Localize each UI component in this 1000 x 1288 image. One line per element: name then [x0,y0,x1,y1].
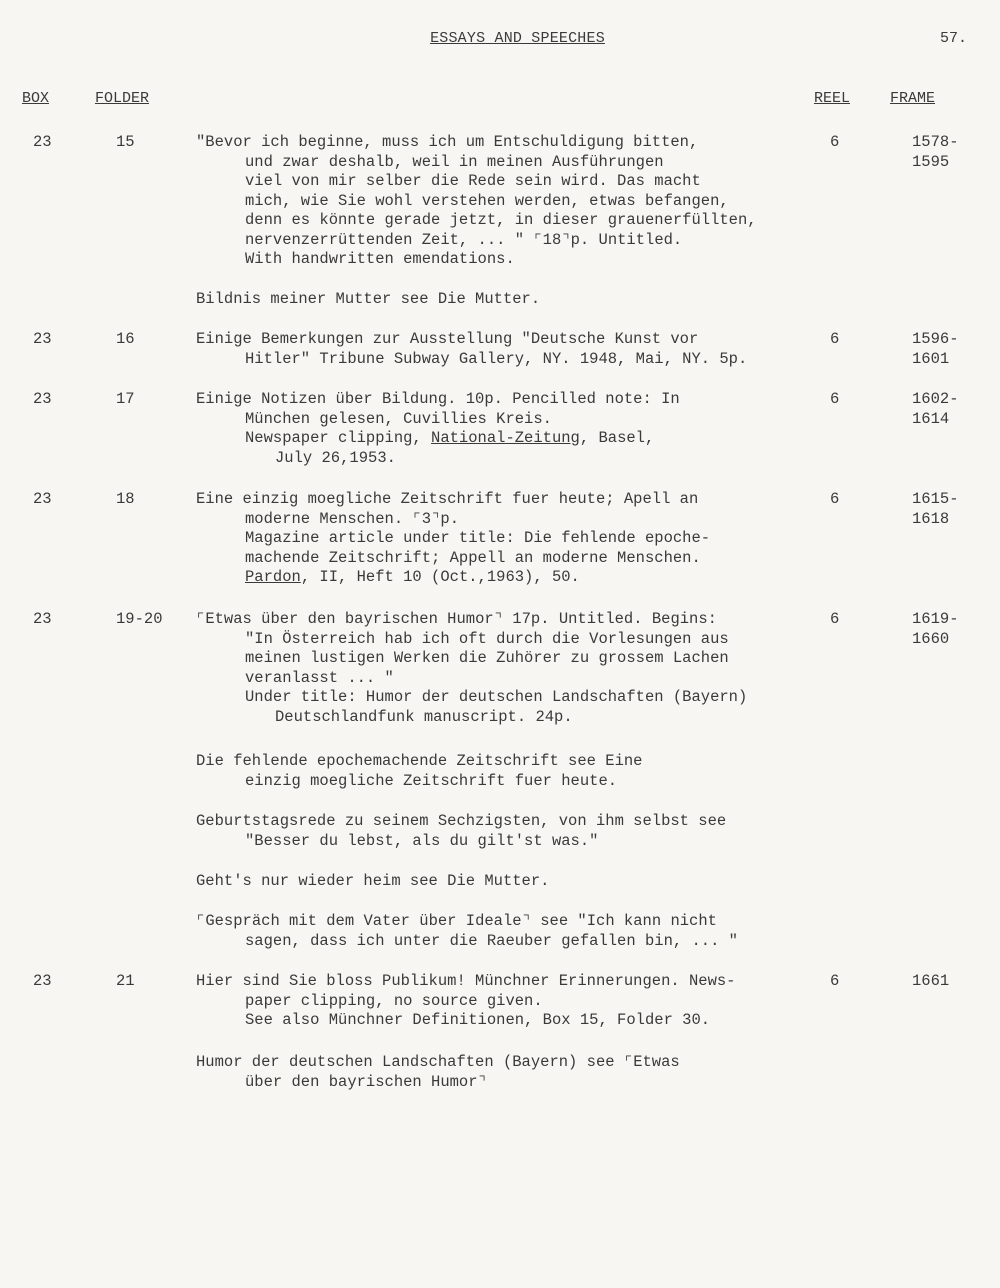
folder-number: 19-20 [116,610,163,628]
box-number: 23 [33,390,52,408]
frame-range [912,490,982,529]
page-number: 57. [940,30,968,47]
column-header-reel: REEL [814,90,851,107]
entry-line: Deutschlandfunk manuscript. 24p. [275,707,573,726]
entry-description [196,330,796,369]
folder-number: 18 [116,490,135,508]
entry-text: Newspaper clipping, [245,429,432,447]
entry-line: Geburtstagsrede zu seinem Sechzigsten, von ihm selbst see [196,812,727,830]
column-header-folder: FOLDER [95,90,150,107]
newspaper-title: National-Zeitung [431,429,580,447]
entry-text: , II, Heft 10 (Oct.,1963), 50. [300,568,580,586]
entry-description [196,490,796,588]
entry-line: Die fehlende epochemachende Zeitschrift see Eine [196,752,643,770]
entry-line: über den bayrischen Humor⌝ [245,1072,487,1091]
entry-line: July 26,1953. [275,448,396,467]
magazine-title: Pardon [245,568,301,586]
entry-line: Bildnis meiner Mutter see Die Mutter. [196,290,541,308]
frame-end: 1618 [912,509,950,528]
entry-line: paper clipping, no source given. [245,991,543,1010]
reel-number: 6 [830,490,840,508]
entry-description [196,390,796,468]
entry-line: denn es könnte gerade jetzt, in dieser grauenerfüllten, [245,211,757,229]
box-number: 23 [33,133,52,151]
entry-line: sagen, dass ich unter die Raeuber gefallen bin, ... " [245,931,738,950]
entry-line: viel von mir selber die Rede sein wird. Das macht [245,172,701,190]
frame-range [912,610,982,649]
frame-start: 1578- [912,133,959,151]
entry-line: Under title: Humor der deutschen Landschaften (Bayern) [245,688,748,706]
entry-line: München gelesen, Cuvillies Kreis. [245,409,552,428]
folder-number: 15 [116,133,135,151]
entry-line: moderne Menschen. ⌜3⌝p. [245,509,459,528]
entry-line: machende Zeitschrift; Appell an moderne Menschen. [245,548,701,567]
entry-line: meinen lustigen Werken die Zuhörer zu grossem Lachen [245,649,729,667]
page-title: ESSAYS AND SPEECHES [430,30,605,47]
entry-line: mich, wie Sie wohl verstehen werden, etwas befangen, [245,191,729,210]
entry-line: Humor der deutschen Landschaften (Bayern) see ⌜Etwas [196,1053,680,1071]
box-number: 23 [33,972,52,990]
entry-line: "Bevor ich beginne, muss ich um Entschuldigung bitten, [196,133,699,151]
frame-range [912,390,982,429]
box-number: 23 [33,330,52,348]
entry-line: See also Münchner Definitionen, Box 15, Folder 30. [245,1011,711,1029]
entry-description [196,972,796,1031]
entry-line: veranlasst ... " [245,668,394,687]
entry-line: ⌜Etwas über den bayrischen Humor⌝ 17p. Untitled. Begins: [196,610,717,628]
folder-number: 17 [116,390,135,408]
reel-number: 6 [830,133,840,151]
entry-description [196,133,796,270]
frame-range [912,972,982,992]
entry-line: "In Österreich hab ich oft durch die Vorlesungen aus [245,629,729,648]
entry-line: nervenzerrüttenden Zeit, ... " ⌜18⌝p. Untitled. [245,230,683,249]
entry-line: Hier sind Sie bloss Publikum! Münchner Erinnerungen. News- [196,972,736,990]
folder-number: 21 [116,972,135,990]
reel-number: 6 [830,390,840,408]
frame-end: 1595 [912,152,950,171]
frame-range [912,330,982,369]
entry-line: Magazine article under title: Die fehlende epoche- [245,529,711,547]
reel-number: 6 [830,610,840,628]
reel-number: 6 [830,330,840,348]
entry-line: Einige Bemerkungen zur Ausstellung "Deutsche Kunst vor [196,330,699,348]
entry-line [196,429,796,449]
entry-line: Geht's nur wieder heim see Die Mutter. [196,872,550,890]
entry-description [196,610,796,727]
entry-line: und zwar deshalb, weil in meinen Ausführungen [245,152,664,171]
frame-start: 1602- [912,390,959,408]
entry-line: With handwritten emendations. [245,250,515,268]
box-number: 23 [33,490,52,508]
box-number: 23 [33,610,52,628]
frame-start: 1661 [912,972,950,990]
entry-line: Hitler" Tribune Subway Gallery, NY. 1948, Mai, NY. 5p. [245,349,748,368]
folder-number: 16 [116,330,135,348]
frame-end: 1660 [912,629,950,648]
entry-line: ⌜Gespräch mit dem Vater über Ideale⌝ see "Ich kann nicht [196,912,717,930]
entry-line [196,568,796,588]
column-header-frame: FRAME [890,90,936,107]
column-header-box: BOX [22,90,50,107]
reel-number: 6 [830,972,840,990]
frame-start: 1615- [912,490,959,508]
entry-line: Eine einzig moegliche Zeitschrift fuer heute; Apell an [196,490,699,508]
frame-end: 1601 [912,349,950,368]
entry-line: "Besser du lebst, als du gilt'st was." [245,831,599,850]
entry-line: Einige Notizen über Bildung. 10p. Pencilled note: In [196,390,680,408]
entry-text: , Basel, [579,429,655,447]
frame-start: 1596- [912,330,959,348]
frame-end: 1614 [912,409,950,428]
entry-line: einzig moegliche Zeitschrift fuer heute. [245,771,618,790]
frame-range [912,133,982,172]
frame-start: 1619- [912,610,959,628]
